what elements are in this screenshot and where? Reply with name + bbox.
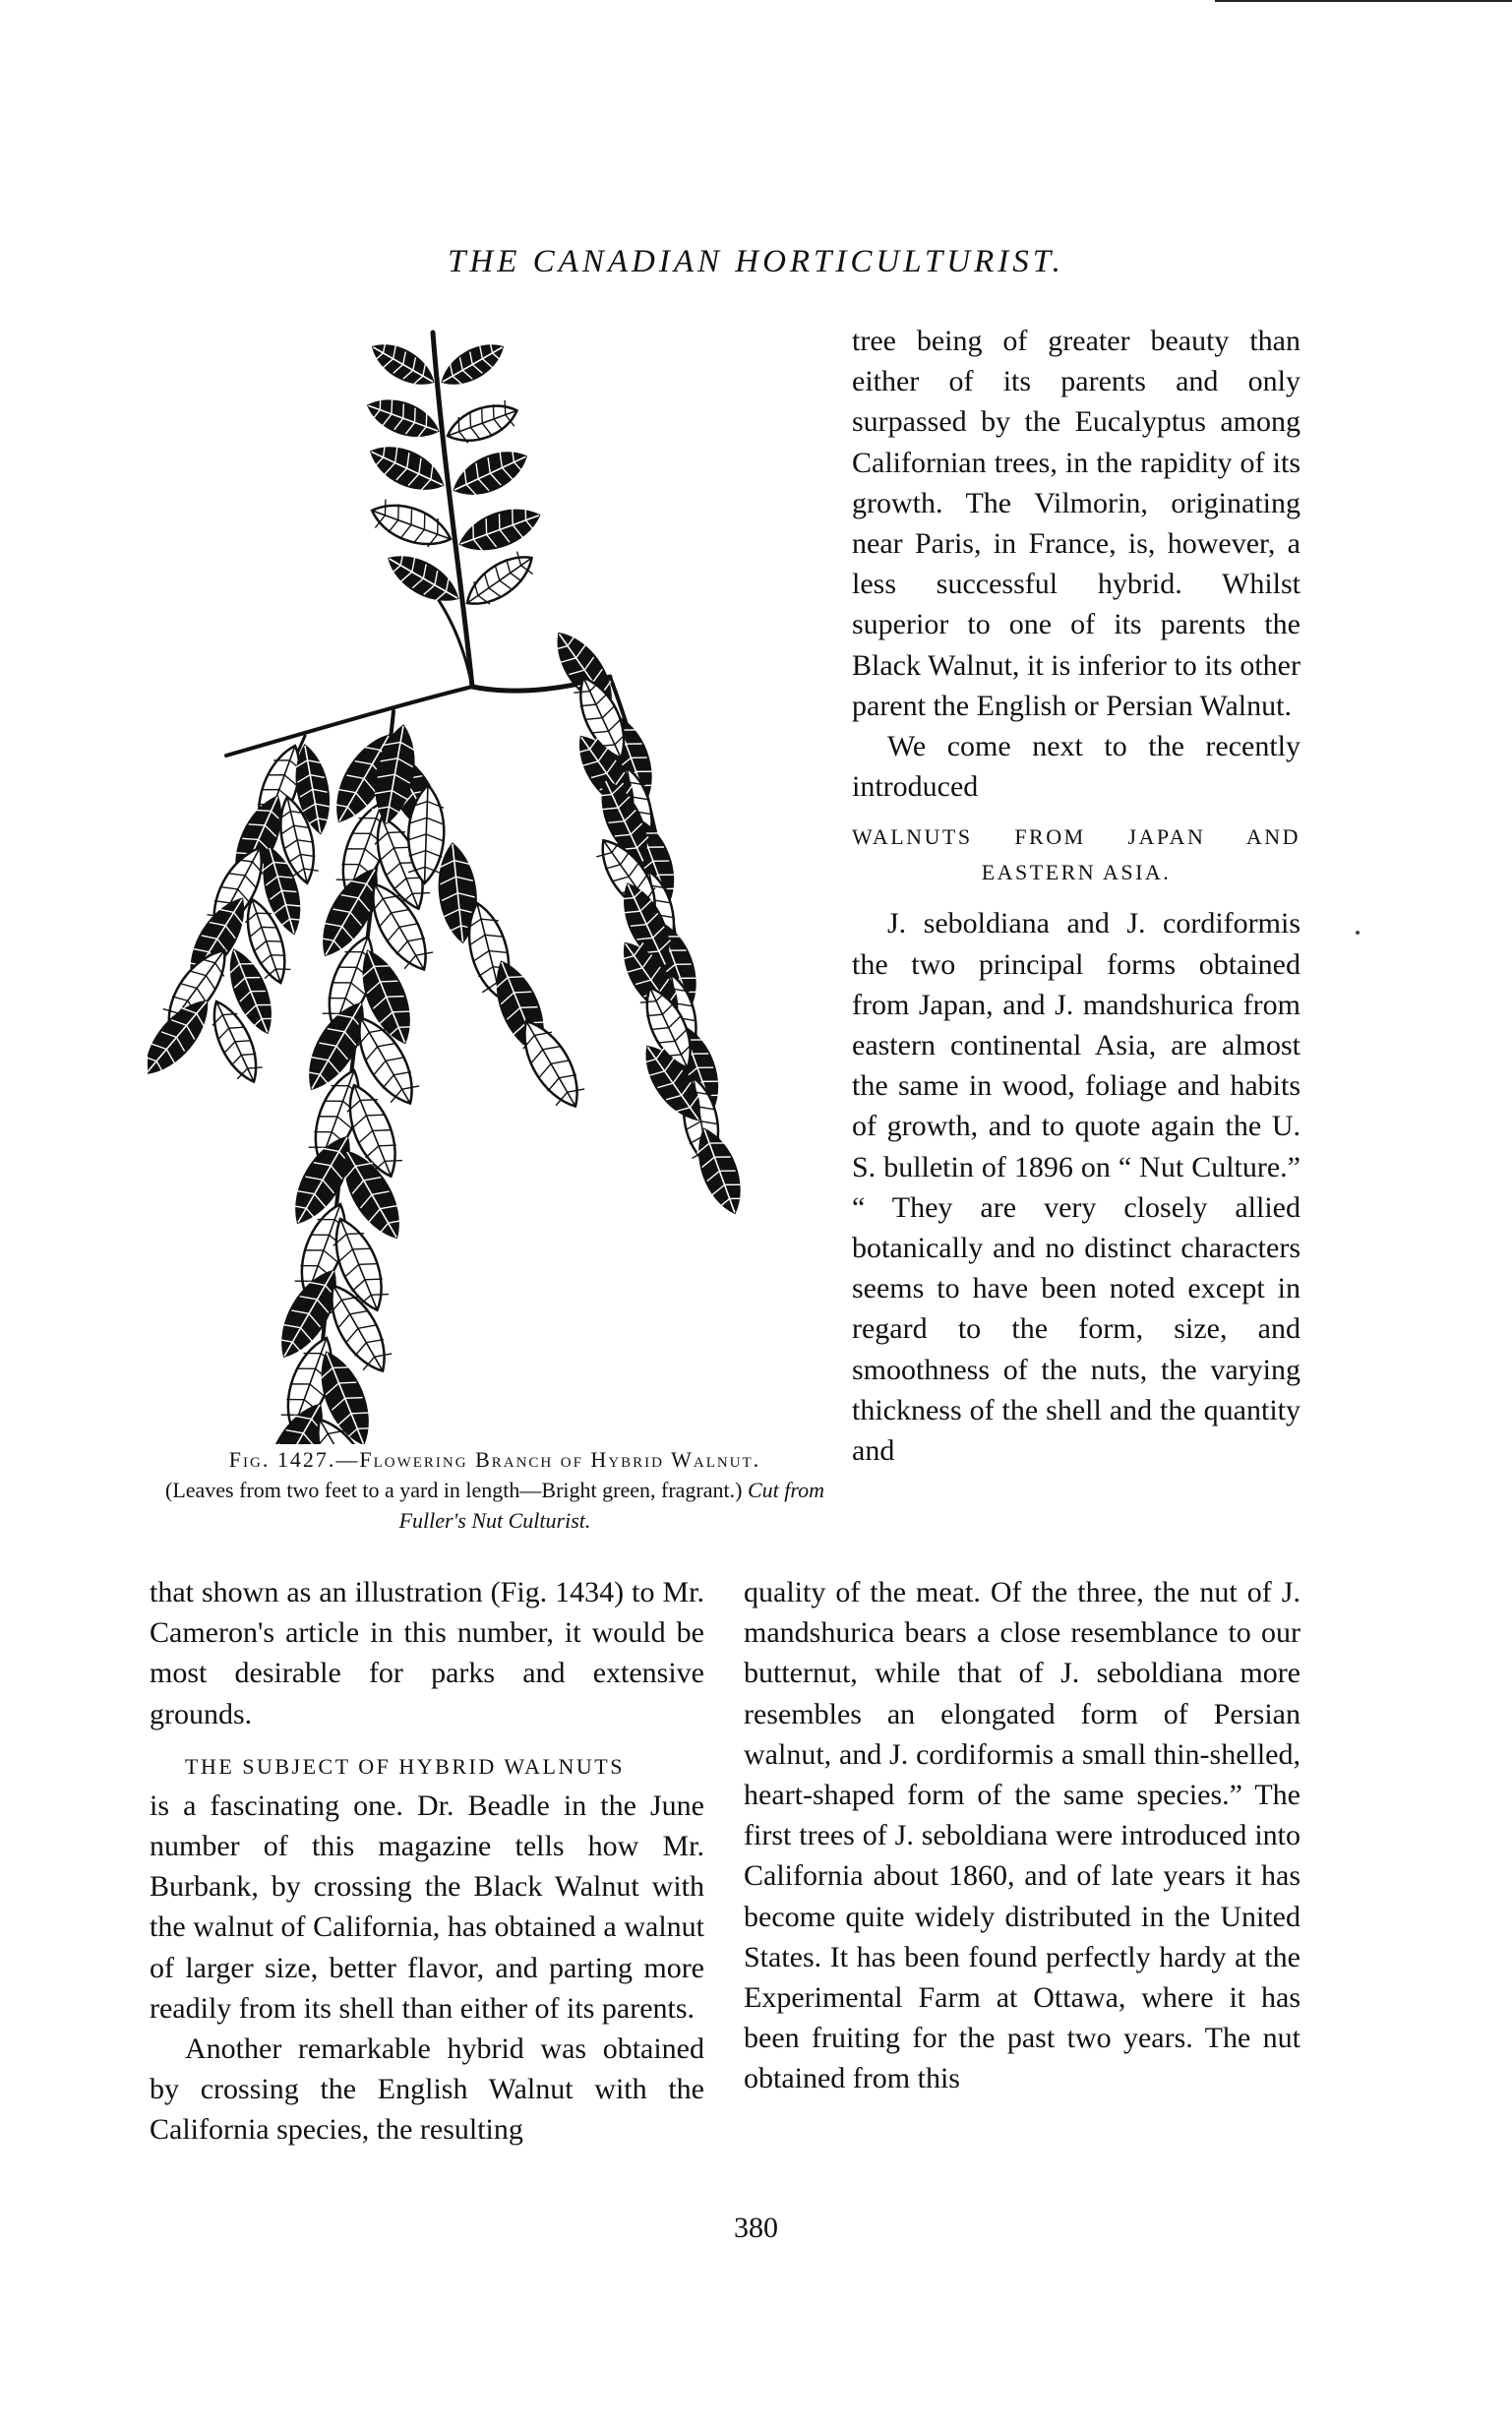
- walnut-branch-illustration: [148, 313, 836, 1444]
- paragraph: Another remarkable hybrid was obtained by crossing the English Walnut with the California species, the resulting: [150, 2032, 704, 2147]
- caption-label: Fig. 1427.—Flowering Branch of Hybrid Walnut.: [228, 1447, 761, 1472]
- running-header: THE CANADIAN HORTICULTURIST.: [448, 244, 1064, 279]
- section-heading: THE SUBJECT OF HYBRID WALNUTS: [185, 1753, 625, 1779]
- paragraph: is a fascinating one. Dr. Beadle in the June number of this magazine tells how Mr. Burbank, by crossing the Black Walnut with the walnut of California, has obtained a walnut of larger size, better flavor, and parting more readily from its shell than either of its parents.: [150, 1788, 704, 2025]
- speck: [1356, 931, 1360, 935]
- paragraph: quality of the meat. Of the three, the nut of J. mandshurica bears a close resemblance to our butternut, while that of J. seboldiana more resembles an elongated form of Persian walnut, and J. cordiformis a small thin-shelled, heart-shaped form of the same species.” The first trees of J. seboldiana were introduced into California about 1860, and of late years it has become quite widely distributed in the United States. It has been found perfectly hardy at the Experimental Farm at Ottawa, where it has been fruiting for the past two years. The nut obtained from this: [744, 1576, 1300, 2095]
- paragraph: J. seboldiana and J. cordiformis the two principal forms obtained from Japan, and J. mandshurica from eastern continental Asia, are almost the same in wood, foliage and habits of growth, and to quote again the U. S. bulletin of 1896 on “ Nut Culture.” “ They are very closely allied botanically and no distinct characters seems to have been noted except in regard to the form, size, and smoothness of the nuts, the varying thickness of the shell and the quantity and: [852, 907, 1300, 1468]
- paragraph: tree being of greater beauty than either of its parents and only surpassed by the Eucalyptus among Californian trees, in the rapidity of its growth. The Vilmorin, originating near Paris, in France, is, however, a less successful hybrid. Whilst superior to one of its parents the Black Walnut, it is inferior to its other parent the English or Persian Walnut.: [852, 325, 1300, 722]
- caption-credit: Cut from Fuller's Nut Culturist.: [398, 1478, 824, 1533]
- paragraph: that shown as an illustration (Fig. 1434) to Mr. Cameron's article in this number, it would be most desirable for parks and extensive grounds.: [150, 1576, 704, 1730]
- top-rule: [1215, 0, 1512, 2]
- figure-caption: [155, 1444, 834, 1536]
- left-column: [150, 1572, 704, 2151]
- section-heading: WALNUTS FROM JAPAN AND: [852, 824, 1300, 850]
- right-column-top: [852, 321, 1300, 1471]
- right-column-bottom: [744, 1572, 1300, 2099]
- section-heading: EASTERN ASIA.: [981, 860, 1172, 885]
- paragraph: We come next to the recently introduced: [852, 730, 1300, 804]
- caption-note: (Leaves from two feet to a yard in length—Bright green, fragrant.): [165, 1478, 743, 1502]
- page-number: 380: [734, 2212, 778, 2244]
